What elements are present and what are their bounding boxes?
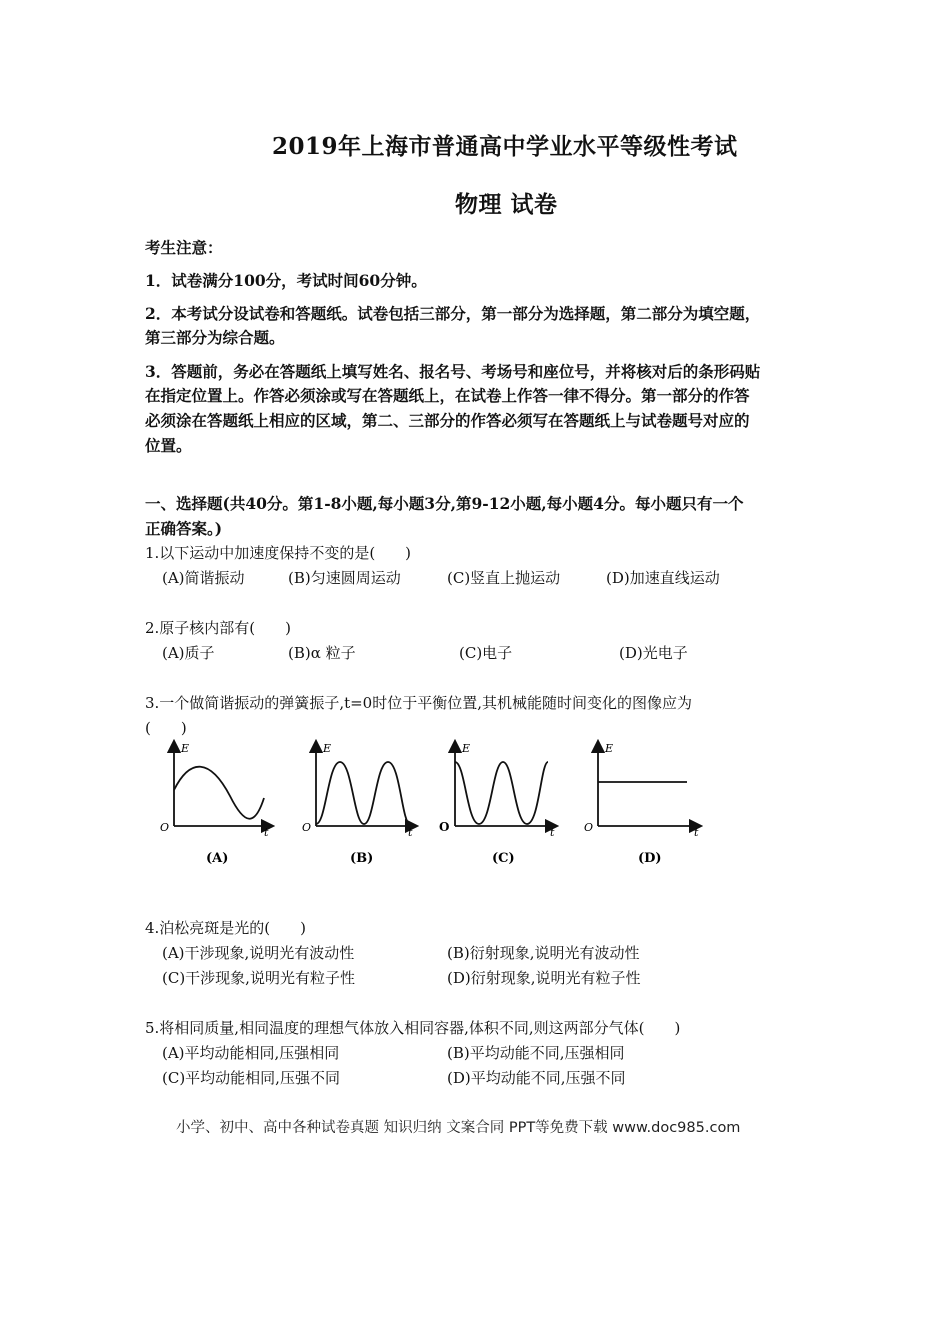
energy-time-graphs [150, 738, 720, 873]
q1-option-d: (D)加速直线运动 [606, 569, 720, 587]
q2-option-a: (A)质子 [162, 644, 215, 662]
notice-heading: 考生注意： [145, 238, 223, 257]
q2-option-b: (B)α 粒子 [288, 644, 356, 662]
question-2-stem: 2.原子核内部有( ) [145, 619, 292, 637]
q5-option-d: (D)平均动能不同,压强不同 [447, 1069, 626, 1087]
notice-line: 第三部分为综合题。 [145, 328, 285, 347]
q1-option-b: (B)匀速圆周运动 [288, 569, 401, 587]
graph-b-x-label: t [408, 826, 413, 839]
q4-option-d: (D)衍射现象,说明光有粒子性 [447, 969, 641, 987]
notice-line: 位置。 [145, 436, 192, 455]
graph-d-y-label: E [605, 742, 614, 755]
graph-b-origin: O [302, 821, 312, 834]
graph-d-origin: O [584, 821, 594, 834]
question-4-stem: 4.泊松亮斑是光的( ) [145, 919, 307, 937]
graph-a-y-label: E [181, 742, 190, 755]
q4-option-a: (A)干涉现象,说明光有波动性 [162, 944, 355, 962]
graph-a-caption: (A) [206, 851, 229, 866]
notice-line: 必须涂在答题纸上相应的区域，第二、三部分的作答必须写在答题纸上与试卷题号对应的 [145, 411, 750, 430]
graph-c-x-label: t [550, 826, 555, 839]
q4-option-b: (B)衍射现象,说明光有波动性 [447, 944, 640, 962]
section-heading-cont: 正确答案。) [145, 519, 223, 538]
q4-option-c: (C)干涉现象,说明光有粒子性 [162, 969, 355, 987]
notice-line: 3．答题前，务必在答题纸上填写姓名、报名号、考场号和座位号，并将核对后的条形码贴 [145, 362, 761, 381]
graph-a [160, 742, 269, 866]
q5-option-b: (B)平均动能不同,压强相同 [447, 1044, 625, 1062]
graph-d [584, 742, 699, 866]
page-title: 2019年上海市普通高中学业水平等级性考试 [272, 133, 738, 160]
question-1-stem: 1.以下运动中加速度保持不变的是( ) [145, 544, 412, 562]
graph-a-origin: O [160, 821, 170, 834]
page-subtitle: 物理 试卷 [455, 191, 558, 218]
q5-option-c: (C)平均动能相同,压强不同 [162, 1069, 340, 1087]
graph-b-caption: (B) [350, 851, 374, 866]
graph-c-caption: (C) [492, 851, 515, 866]
footer-text: 小学、初中、高中各种试卷真题 知识归纳 文案合同 PPT等免费下载 www.doc985.com [176, 1120, 741, 1136]
graph-c-y-label: E [462, 742, 471, 755]
notice-line: 在指定位置上。作答必须涂或写在答题纸上，在试卷上作答一律不得分。第一部分的作答 [145, 386, 750, 405]
question-3-stem-cont: ( ) [145, 719, 187, 737]
q5-option-a: (A)平均动能相同,压强相同 [162, 1044, 340, 1062]
graph-c-origin: O [439, 820, 450, 834]
graph-c [439, 742, 555, 866]
q2-option-c: (C)电子 [459, 644, 513, 662]
notice-line: 2．本考试分设试卷和答题纸。试卷包括三部分，第一部分为选择题，第二部分为填空题， [145, 304, 761, 323]
question-3-stem: 3.一个做简谐振动的弹簧振子,t=0时位于平衡位置,其机械能随时间变化的图像应为 [145, 694, 692, 712]
notice-line: 1．试卷满分100分，考试时间60分钟。 [145, 271, 427, 290]
q2-option-d: (D)光电子 [619, 644, 688, 662]
graph-b [302, 742, 413, 866]
q1-option-a: (A)简谐振动 [162, 569, 245, 587]
section-heading: 一、选择题(共40分。第1-8小题,每小题3分,第9-12小题,每小题4分。每小题只有一个 [145, 494, 744, 513]
question-5-stem: 5.将相同质量,相同温度的理想气体放入相同容器,体积不同,则这两部分气体( ) [145, 1019, 681, 1037]
graph-d-x-label: t [694, 826, 699, 839]
graph-b-y-label: E [323, 742, 332, 755]
graph-a-x-label: t [264, 826, 269, 839]
graph-d-caption: (D) [638, 851, 662, 866]
q1-option-c: (C)竖直上抛运动 [447, 569, 561, 587]
